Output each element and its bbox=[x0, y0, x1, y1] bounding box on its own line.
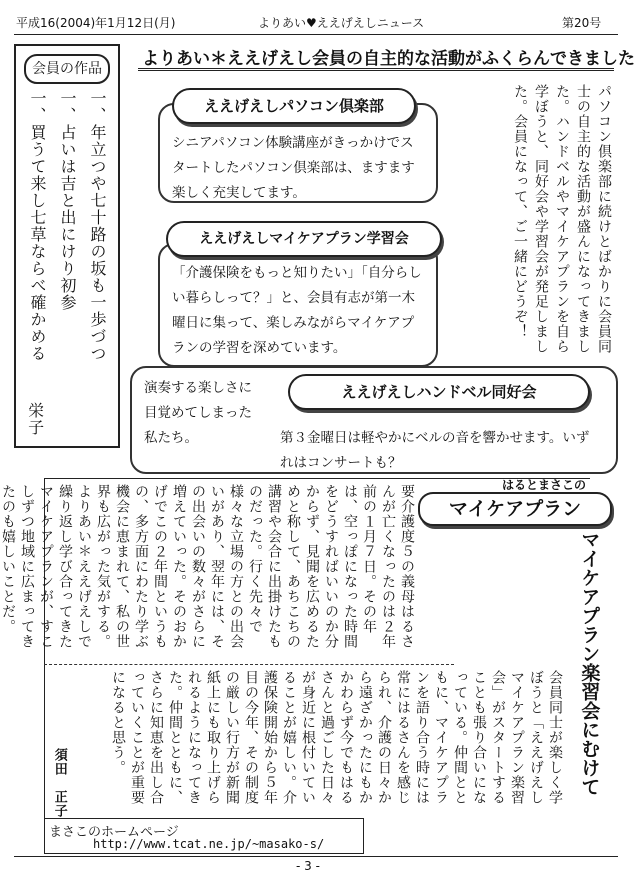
issue-date: 平成16(2004)年1月12日(月) bbox=[16, 16, 176, 30]
poem-author: 栄子 bbox=[25, 402, 45, 436]
homepage-label: まさこのホームページ bbox=[49, 825, 179, 840]
intro-text: パソコン倶楽部に続けとばかりに会員同士の自主的な活動が盛んになってきました。ハンドベルやマイケアプランを自ら学ぼうと、同好会や学習会が発足しました。会員になって、ご一緒にどうぞ！ bbox=[512, 84, 612, 354]
poem-line: 一、占いは吉と出にけり初参 bbox=[58, 90, 77, 311]
headline-banner bbox=[138, 42, 635, 72]
poem-lines bbox=[22, 90, 112, 435]
poem-line: 一、買うて来し七草ならべ確かめる bbox=[28, 90, 47, 362]
pc-club-title: ええげえしパソコン倶楽部 bbox=[172, 88, 416, 124]
mycare-study-box bbox=[158, 243, 438, 367]
issue-number: 第20号 bbox=[562, 16, 602, 30]
mycare-study-title: ええげえしマイケアプラン学習会 bbox=[166, 221, 442, 257]
column-author: 須田 正子 bbox=[51, 748, 67, 818]
column-divider bbox=[44, 664, 454, 665]
poem-line: 一、年立つや七十路の坂も一歩づつ bbox=[88, 90, 107, 362]
handbell-text-left: 演奏する楽しさに目覚めてしまった私たち。 bbox=[144, 380, 252, 446]
poem-title: 会員の作品 bbox=[24, 54, 110, 84]
newsletter-name: よりあい♥ええげえしニュース bbox=[258, 16, 425, 30]
column-kicker: はるとまさこの bbox=[502, 478, 587, 492]
poem-box bbox=[14, 44, 120, 448]
column-bottom-text: 会員同士が楽しく学ぼうと「ええげえしマイケアプラン楽習会」がスタートすることも張り合いになっている。仲間とともに、マイケアプランを語り合う時には常にはるさんを感じられ、介護の日々から遠ざかったにもかかわらず今でもはるさんと過ごした日々が身近に根付いていることが嬉しい。介護保険開始から５年目の今年、その制度の厳しい行方が新聞紙上にも取り上げられるようになってきた。仲間とともに、さらに知恵を出し合っていくことが重要になると思う。 bbox=[110, 670, 563, 805]
mycare-study-text: 「介護保険をもっと知りたい」「自分らしい暮らしって？」と、会員有志が第一木曜日に集って、楽しみながらマイケアプランの学習を深めています。 bbox=[172, 265, 422, 356]
headline: よりあい＊ええげえし会員の自主的な活動がふくらんできました bbox=[142, 49, 635, 69]
page-number: - 3 - bbox=[296, 859, 320, 873]
handbell-title: ええげえしハンドベル同好会 bbox=[288, 374, 590, 410]
header-rule bbox=[14, 34, 618, 35]
column-subtitle: マイケアプラン楽習会にむけて bbox=[578, 530, 601, 796]
column-top-text: 要介護度５の義母はるさんが亡くなったのは２年前の１月７日。その年は、空っぽになった時間をどうすればいいのか分からず、見聞を広めるためと称して、あちこちの講習や会合に出掛けたものだった。行く先々で様々な立場の方との出会いがあり、翌年には、その出会いの数々がさらに増えていった。そのおかげでこの２年間というもの、多方面にわたり学ぶ機会に恵まれて、私の世界も広がった気がする。よりあい＊ええげえしで繰り返し学び合ってきたマイケアプランが、すこしずつ地域に広まってきたのも嬉しいことだ。 bbox=[0, 484, 415, 649]
footer-rule bbox=[14, 856, 618, 857]
column-title: マイケアプラン bbox=[418, 492, 612, 526]
pc-club-text: シニアパソコン体験講座がきっかけでスタートしたパソコン倶楽部は、ますます楽しく充実してます。 bbox=[172, 135, 415, 201]
homepage-box bbox=[44, 818, 364, 854]
handbell-text-rest: 第３金曜日は軽やかにベルの音を響かせます。いずれはコンサートも？ bbox=[280, 430, 590, 471]
homepage-url[interactable]: http://www.tcat.ne.jp/~masako-s/ bbox=[93, 837, 325, 851]
